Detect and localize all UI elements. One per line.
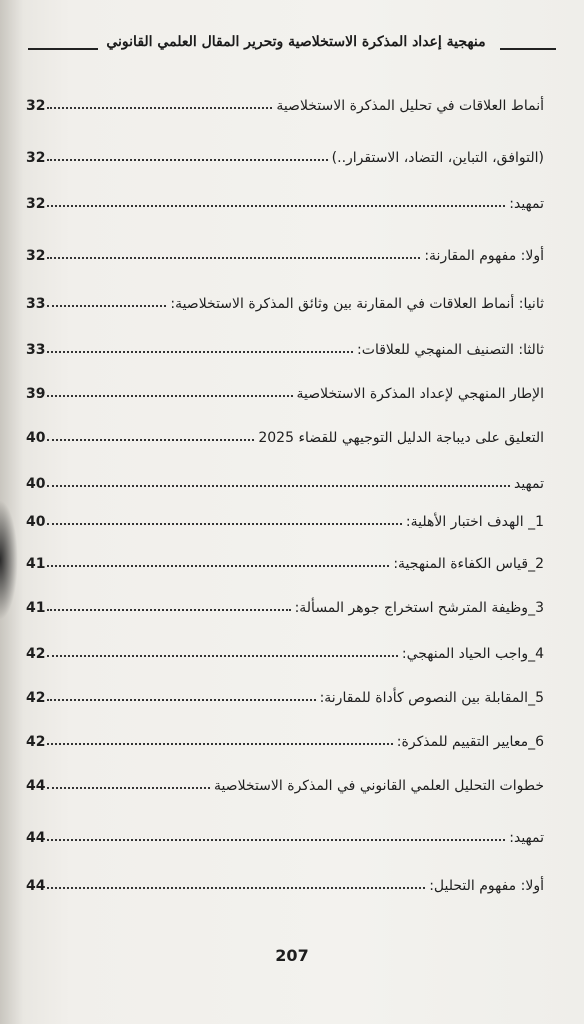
toc-leader-dots (47, 886, 425, 889)
toc-entry-page: 33 (26, 342, 46, 358)
toc-entry (26, 84, 544, 114)
toc-leader-dots (47, 204, 505, 207)
toc-leader-dots (47, 654, 397, 657)
toc-entry-label: (التوافق، التباين، التضاد، الاستقرار..) (331, 150, 544, 166)
toc-entry-label: تمهيد (513, 476, 544, 492)
toc-entry-page: 32 (26, 150, 46, 166)
header-title: منهجية إعداد المذكرة الاستخلاصية وتحرير المقال العلمي القانوني (106, 34, 486, 50)
toc-entry (26, 234, 544, 264)
toc-leader-dots (47, 522, 401, 525)
page-number: 207 (275, 946, 309, 965)
toc-entry (26, 816, 544, 846)
toc-entry-page: 33 (26, 296, 46, 312)
toc-entry-label: التعليق على ديباجة الدليل التوجيهي للقضاء 2025 (258, 430, 544, 446)
toc-entry (26, 328, 544, 358)
toc-entry-label: أولا: مفهوم المقارنة: (424, 248, 544, 264)
toc-entry-page: 32 (26, 248, 46, 264)
toc-leader-dots (47, 304, 166, 307)
toc-entry (26, 282, 544, 312)
toc-entry (26, 136, 544, 166)
toc-leader-dots (47, 350, 353, 353)
table-of-contents (0, 70, 584, 910)
toc-entry-label: 1_ الهدف اختبار الأهلية: (405, 514, 544, 530)
toc-entry-page: 41 (26, 600, 46, 616)
toc-entry (26, 764, 544, 794)
toc-entry-label: 4_واجب الحياد المنهجي: (401, 646, 544, 662)
toc-entry (26, 632, 544, 662)
toc-leader-dots (47, 564, 389, 567)
toc-entry-label: 2_قياس الكفاءة المنهجية: (393, 556, 544, 572)
running-header (28, 34, 556, 66)
toc-entry-label: 6_معايير التقييم للمذكرة: (396, 734, 544, 750)
toc-leader-dots (47, 698, 315, 701)
toc-entry (26, 864, 544, 894)
toc-leader-dots (47, 438, 254, 441)
toc-entry-page: 40 (26, 430, 46, 446)
toc-leader-dots (47, 608, 290, 611)
toc-leader-dots (47, 742, 392, 745)
toc-entry-page: 44 (26, 878, 46, 894)
toc-leader-dots (47, 158, 327, 161)
toc-entry-label: الإطار المنهجي لإعداد المذكرة الاستخلاصية (296, 386, 544, 402)
toc-entry (26, 182, 544, 212)
toc-entry-label: تمهيد: (509, 196, 544, 212)
toc-entry (26, 500, 544, 530)
toc-entry-label: ثالثا: التصنيف المنهجي للعلاقات: (357, 342, 544, 358)
toc-entry (26, 416, 544, 446)
toc-entry (26, 462, 544, 492)
toc-entry-label: ثانيا: أنماط العلاقات في المقارنة بين وثائق المذكرة الاستخلاصية: (170, 296, 544, 312)
toc-entry-page: 39 (26, 386, 46, 402)
toc-entry-label: أولا: مفهوم التحليل: (429, 878, 544, 894)
toc-entry (26, 372, 544, 402)
toc-entry-page: 40 (26, 476, 46, 492)
toc-entry-page: 32 (26, 196, 46, 212)
toc-entry-page: 42 (26, 690, 46, 706)
toc-leader-dots (47, 838, 505, 841)
header-rule-right (500, 48, 556, 50)
toc-entry (26, 586, 544, 616)
toc-entry (26, 676, 544, 706)
toc-entry-label: تمهيد: (509, 830, 544, 846)
toc-entry-page: 40 (26, 514, 46, 530)
toc-entry-label: أنماط العلاقات في تحليل المذكرة الاستخلاصية (276, 98, 544, 114)
toc-entry (26, 542, 544, 572)
toc-entry-page: 32 (26, 98, 46, 114)
toc-entry-page: 44 (26, 778, 46, 794)
toc-leader-dots (47, 106, 272, 109)
toc-leader-dots (47, 394, 292, 397)
toc-entry-label: 3_وظيفة المترشح استخراج جوهر المسألة: (294, 600, 544, 616)
toc-leader-dots (47, 786, 209, 789)
header-rule-left (28, 48, 98, 50)
toc-entry-page: 44 (26, 830, 46, 846)
toc-entry-label: خطوات التحليل العلمي القانوني في المذكرة الاستخلاصية (213, 778, 544, 794)
toc-entry-label: 5_المقابلة بين النصوص كأداة للمقارنة: (319, 690, 544, 706)
toc-entry-page: 41 (26, 556, 46, 572)
toc-entry-page: 42 (26, 734, 46, 750)
toc-entry (26, 720, 544, 750)
toc-entry-page: 42 (26, 646, 46, 662)
toc-leader-dots (47, 484, 509, 487)
toc-leader-dots (47, 256, 420, 259)
